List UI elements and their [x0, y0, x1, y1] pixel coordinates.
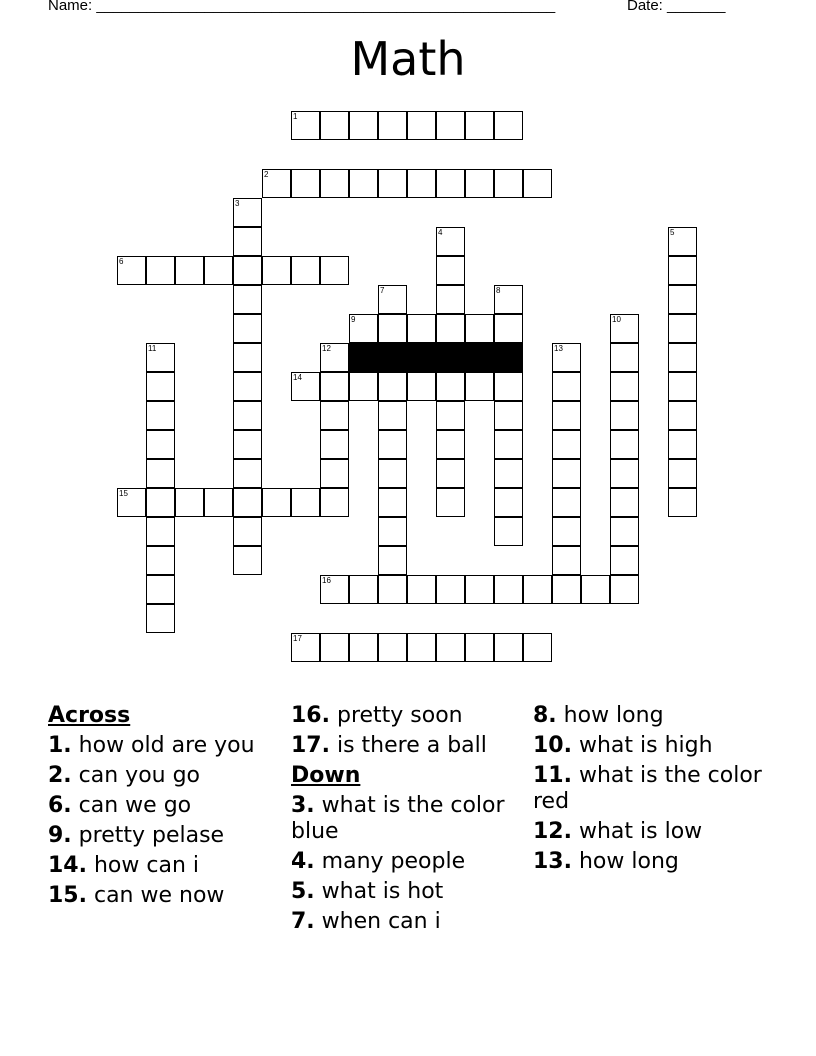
- grid-cell[interactable]: [494, 285, 523, 314]
- grid-cell[interactable]: [465, 314, 494, 343]
- clue-number-label: 9.: [48, 823, 72, 848]
- grid-cell[interactable]: [320, 372, 349, 401]
- clue-text: can we now: [86, 883, 225, 908]
- clue-item: [48, 853, 283, 879]
- clue-text: what is low: [571, 819, 703, 844]
- grid-cell[interactable]: [320, 401, 349, 430]
- grid-block-cell: [349, 343, 378, 372]
- grid-cell[interactable]: [610, 459, 639, 488]
- grid-cell[interactable]: [436, 633, 465, 662]
- grid-cell[interactable]: [494, 488, 523, 517]
- grid-cell[interactable]: [610, 488, 639, 517]
- grid-cell[interactable]: [581, 575, 610, 604]
- grid-cell[interactable]: [233, 430, 262, 459]
- grid-cell[interactable]: [436, 459, 465, 488]
- clue-item: [48, 793, 283, 819]
- grid-cell[interactable]: [610, 314, 639, 343]
- grid-cell[interactable]: [378, 372, 407, 401]
- grid-cell[interactable]: [378, 546, 407, 575]
- clue-number: 8: [496, 286, 501, 295]
- grid-cell[interactable]: [291, 169, 320, 198]
- clue-number: 17: [293, 634, 302, 643]
- grid-cell[interactable]: [146, 517, 175, 546]
- clue-text: how long: [571, 849, 679, 874]
- clue-number-label: 3.: [291, 793, 315, 818]
- grid-cell[interactable]: [610, 430, 639, 459]
- grid-cell[interactable]: [668, 256, 697, 285]
- clue-number-label: 17.: [291, 733, 330, 758]
- clue-item: [291, 703, 526, 729]
- clue-number: 14: [293, 373, 302, 382]
- clue-number-label: 13.: [533, 849, 572, 874]
- grid-cell[interactable]: [378, 401, 407, 430]
- grid-cell[interactable]: [668, 401, 697, 430]
- grid-cell[interactable]: [552, 401, 581, 430]
- grid-cell[interactable]: [262, 488, 291, 517]
- grid-cell[interactable]: [494, 401, 523, 430]
- grid-cell[interactable]: [552, 430, 581, 459]
- grid-cell[interactable]: [552, 459, 581, 488]
- grid-cell[interactable]: [378, 633, 407, 662]
- grid-cell[interactable]: [146, 459, 175, 488]
- grid-cell[interactable]: [465, 169, 494, 198]
- clue-text: can you go: [71, 763, 201, 788]
- clue-text: when can i: [314, 909, 441, 934]
- clue-text: can we go: [71, 793, 192, 818]
- clue-item: [48, 823, 283, 849]
- clue-number: 4: [438, 228, 443, 237]
- grid-cell[interactable]: [610, 372, 639, 401]
- clue-item: [533, 733, 768, 759]
- clue-number-label: 8.: [533, 703, 557, 728]
- clue-number: 7: [380, 286, 385, 295]
- clue-number: 15: [119, 489, 128, 498]
- grid-cell[interactable]: [233, 227, 262, 256]
- clue-text: is there a ball: [329, 733, 487, 758]
- clue-item: [48, 733, 283, 759]
- clues-column-3: [533, 703, 768, 879]
- grid-cell[interactable]: [668, 459, 697, 488]
- grid-block-cell: [378, 343, 407, 372]
- grid-cell[interactable]: [146, 372, 175, 401]
- grid-cell[interactable]: [233, 314, 262, 343]
- grid-cell[interactable]: [320, 430, 349, 459]
- grid-cell[interactable]: [233, 343, 262, 372]
- grid-cell[interactable]: [378, 285, 407, 314]
- clue-number: 3: [235, 199, 240, 208]
- clue-number: 16: [322, 576, 331, 585]
- clue-number: 2: [264, 170, 269, 179]
- grid-cell[interactable]: [233, 256, 262, 285]
- grid-cell[interactable]: [494, 169, 523, 198]
- grid-cell[interactable]: [233, 488, 262, 517]
- clue-item: [291, 793, 526, 845]
- grid-cell[interactable]: [349, 111, 378, 140]
- grid-cell[interactable]: [320, 459, 349, 488]
- grid-cell[interactable]: [349, 633, 378, 662]
- grid-cell[interactable]: [175, 488, 204, 517]
- grid-cell[interactable]: [436, 575, 465, 604]
- grid-cell[interactable]: [407, 169, 436, 198]
- page-title: Math: [350, 32, 466, 86]
- clue-text: pretty pelase: [71, 823, 225, 848]
- grid-cell[interactable]: [436, 401, 465, 430]
- clue-number: 11: [148, 344, 157, 353]
- clue-text: how can i: [86, 853, 199, 878]
- clue-number-label: 15.: [48, 883, 87, 908]
- grid-cell[interactable]: [668, 227, 697, 256]
- clue-item: [291, 733, 526, 759]
- clue-number-label: 4.: [291, 849, 315, 874]
- clue-item: [291, 909, 526, 935]
- grid-cell[interactable]: [436, 256, 465, 285]
- grid-cell[interactable]: [494, 517, 523, 546]
- grid-cell[interactable]: [668, 430, 697, 459]
- clue-number-label: 5.: [291, 879, 315, 904]
- grid-cell[interactable]: [436, 285, 465, 314]
- grid-cell[interactable]: [146, 575, 175, 604]
- clue-item: [291, 879, 526, 905]
- clue-item: [291, 849, 526, 875]
- grid-cell[interactable]: [378, 430, 407, 459]
- grid-cell[interactable]: [262, 256, 291, 285]
- grid-cell[interactable]: [320, 343, 349, 372]
- grid-cell[interactable]: [233, 198, 262, 227]
- grid-cell[interactable]: [494, 575, 523, 604]
- grid-cell[interactable]: [291, 488, 320, 517]
- clue-number-label: 10.: [533, 733, 572, 758]
- grid-cell[interactable]: [523, 169, 552, 198]
- clue-text: many people: [314, 849, 466, 874]
- clue-text: what is the color blue: [291, 793, 505, 844]
- grid-cell[interactable]: [407, 111, 436, 140]
- clue-number-label: 7.: [291, 909, 315, 934]
- grid-cell[interactable]: [320, 488, 349, 517]
- clue-number-label: 6.: [48, 793, 72, 818]
- grid-cell[interactable]: [146, 430, 175, 459]
- grid-cell[interactable]: [610, 517, 639, 546]
- grid-cell[interactable]: [436, 372, 465, 401]
- clue-text: what is high: [571, 733, 713, 758]
- grid-cell[interactable]: [378, 517, 407, 546]
- grid-cell[interactable]: [175, 256, 204, 285]
- grid-cell[interactable]: [494, 111, 523, 140]
- grid-cell[interactable]: [465, 111, 494, 140]
- clue-item: [533, 703, 768, 729]
- grid-block-cell: [407, 343, 436, 372]
- clue-number-label: 2.: [48, 763, 72, 788]
- grid-cell[interactable]: [407, 575, 436, 604]
- clue-number-label: 11.: [533, 763, 572, 788]
- grid-cell[interactable]: [233, 372, 262, 401]
- grid-cell[interactable]: [291, 256, 320, 285]
- clue-text: pretty soon: [329, 703, 463, 728]
- grid-cell[interactable]: [436, 227, 465, 256]
- grid-cell[interactable]: [320, 256, 349, 285]
- grid-cell[interactable]: [465, 575, 494, 604]
- grid-cell[interactable]: [320, 111, 349, 140]
- grid-cell[interactable]: [436, 430, 465, 459]
- grid-cell[interactable]: [291, 633, 320, 662]
- clues-column-2: [291, 703, 526, 939]
- grid-cell[interactable]: [320, 633, 349, 662]
- grid-cell[interactable]: [465, 633, 494, 662]
- grid-cell[interactable]: [668, 372, 697, 401]
- grid-cell[interactable]: [494, 372, 523, 401]
- grid-cell[interactable]: [291, 372, 320, 401]
- grid-cell[interactable]: [552, 517, 581, 546]
- grid-cell[interactable]: [233, 546, 262, 575]
- grid-block-cell: [465, 343, 494, 372]
- grid-cell[interactable]: [349, 372, 378, 401]
- section-heading: Across: [48, 703, 131, 728]
- grid-block-cell: [494, 343, 523, 372]
- name-field-label: Name: _______________________________________________________: [48, 0, 556, 14]
- clue-item: [48, 763, 283, 789]
- grid-cell[interactable]: [320, 575, 349, 604]
- grid-cell[interactable]: [407, 633, 436, 662]
- grid-cell[interactable]: [233, 401, 262, 430]
- clue-text: how old are you: [71, 733, 255, 758]
- grid-cell[interactable]: [320, 169, 349, 198]
- clue-number: 13: [554, 344, 563, 353]
- grid-cell[interactable]: [117, 488, 146, 517]
- clue-item: [533, 763, 768, 815]
- grid-cell[interactable]: [146, 488, 175, 517]
- grid-cell[interactable]: [552, 343, 581, 372]
- grid-cell[interactable]: [668, 285, 697, 314]
- grid-cell[interactable]: [494, 430, 523, 459]
- clue-number: 1: [293, 112, 298, 121]
- grid-cell[interactable]: [378, 111, 407, 140]
- clue-number: 9: [351, 315, 356, 324]
- grid-block-cell: [436, 343, 465, 372]
- grid-cell[interactable]: [146, 343, 175, 372]
- clue-number-label: 16.: [291, 703, 330, 728]
- grid-cell[interactable]: [610, 401, 639, 430]
- grid-cell[interactable]: [436, 488, 465, 517]
- grid-cell[interactable]: [146, 546, 175, 575]
- grid-cell[interactable]: [552, 488, 581, 517]
- clue-text: what is hot: [314, 879, 444, 904]
- section-heading: Down: [291, 763, 361, 788]
- grid-cell[interactable]: [233, 285, 262, 314]
- clue-item: [533, 819, 768, 845]
- grid-cell[interactable]: [465, 372, 494, 401]
- clues-column-1: [48, 703, 283, 913]
- grid-cell[interactable]: [523, 633, 552, 662]
- grid-cell[interactable]: [146, 604, 175, 633]
- grid-cell[interactable]: [494, 633, 523, 662]
- grid-cell[interactable]: [407, 314, 436, 343]
- grid-cell[interactable]: [668, 314, 697, 343]
- grid-cell[interactable]: [407, 372, 436, 401]
- grid-cell[interactable]: [436, 169, 465, 198]
- clue-number-label: 12.: [533, 819, 572, 844]
- grid-cell[interactable]: [233, 517, 262, 546]
- clue-number: 5: [670, 228, 675, 237]
- grid-cell[interactable]: [378, 459, 407, 488]
- clue-item: [48, 883, 283, 909]
- clue-number-label: 14.: [48, 853, 87, 878]
- grid-cell[interactable]: [610, 343, 639, 372]
- grid-cell[interactable]: [436, 314, 465, 343]
- clue-text: how long: [556, 703, 664, 728]
- grid-cell[interactable]: [610, 575, 639, 604]
- clue-number: 12: [322, 344, 331, 353]
- clue-number: 10: [612, 315, 621, 324]
- grid-cell[interactable]: [552, 372, 581, 401]
- grid-cell[interactable]: [378, 314, 407, 343]
- grid-cell[interactable]: [668, 488, 697, 517]
- grid-cell[interactable]: [117, 256, 146, 285]
- grid-cell[interactable]: [494, 314, 523, 343]
- grid-cell[interactable]: [610, 546, 639, 575]
- clue-number-label: 1.: [48, 733, 72, 758]
- grid-cell[interactable]: [552, 546, 581, 575]
- grid-cell[interactable]: [146, 256, 175, 285]
- clue-text: what is the color red: [533, 763, 762, 814]
- date-field-label: Date: _______: [627, 0, 726, 14]
- clue-number: 6: [119, 257, 124, 266]
- grid-cell[interactable]: [378, 169, 407, 198]
- grid-cell[interactable]: [378, 575, 407, 604]
- grid-cell[interactable]: [552, 575, 581, 604]
- grid-cell[interactable]: [291, 111, 320, 140]
- grid-cell[interactable]: [349, 575, 378, 604]
- clue-item: [533, 849, 768, 875]
- grid-cell[interactable]: [668, 343, 697, 372]
- grid-cell[interactable]: [349, 169, 378, 198]
- grid-cell[interactable]: [233, 459, 262, 488]
- grid-cell[interactable]: [262, 169, 291, 198]
- grid-cell[interactable]: [349, 314, 378, 343]
- grid-cell[interactable]: [523, 575, 552, 604]
- grid-cell[interactable]: [204, 256, 233, 285]
- grid-cell[interactable]: [494, 459, 523, 488]
- grid-cell[interactable]: [378, 488, 407, 517]
- grid-cell[interactable]: [204, 488, 233, 517]
- grid-cell[interactable]: [146, 401, 175, 430]
- grid-cell[interactable]: [436, 111, 465, 140]
